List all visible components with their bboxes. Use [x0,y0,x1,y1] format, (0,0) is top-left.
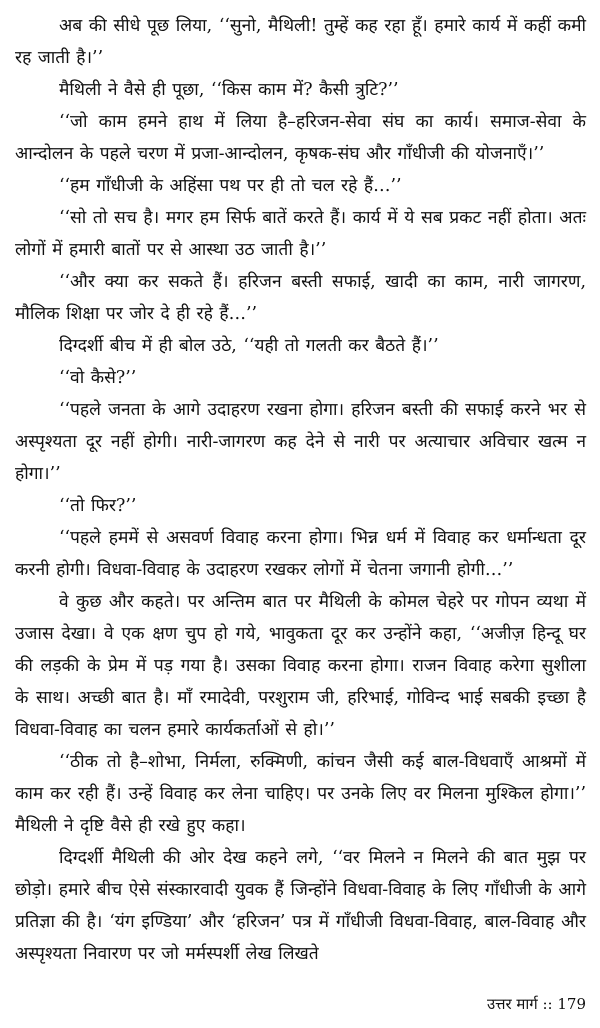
paragraph-2: मैथिली ने वैसे ही पूछा, ‘‘किस काम में? कैसी त्रुटि?’’ [59,80,399,100]
paragraph-11: ‘‘पहले हममें से असवर्ण विवाह करना होगा। भिन्न धर्म में विवाह कर धर्मान्धता दूर करनी होगी। विधवा-विवाह के उदाहरण रखकर लोगों में चेतना जगानी होगी…’’ [15,528,586,580]
page-body [15,10,586,970]
paragraph-5: ‘‘सो तो सच है। मगर हम सिर्फ बातें करते हैं। कार्य में ये सब प्रकट नहीं होता। अतः लोगों में हमारी बातों पर से आस्था उठ जाती है।’’ [15,208,586,260]
paragraph-1: अब की सीधे पूछ लिया, ‘‘सुनो, मैथिली! तुम्हें कह रहा हूँ। हमारे कार्य में कहीं कमी रह जाती है।’’ [15,16,586,68]
paragraph-3: ‘‘जो काम हमने हाथ में लिया है–हरिजन-सेवा संघ का कार्य। समाज-सेवा के आन्दोलन के पहले चरण में प्रजा-आन्दोलन, कृषक-संघ और गाँधीजी की योजनाएँ।’’ [15,112,586,164]
paragraph-4: ‘‘हम गाँधीजी के अहिंसा पथ पर ही तो चल रहे हैं…’’ [59,176,402,196]
paragraph-12: वे कुछ और कहते। पर अन्तिम बात पर मैथिली के कोमल चेहरे पर गोपन व्यथा में उजास देखा। वे एक क्षण चुप हो गये, भावुकता दूर कर उन्होंने कहा, ‘‘अजीज़ हिन्दू घर की लड़की के प्रेम में पड़ गया है। उसका विवाह करना होगा। राजन विवाह करेगा सुशीला के साथ। अच्छी बात है। माँ रमादेवी, परशुराम जी, हरिभाई, गोविन्द भाई सबकी इच्छा है विधवा-विवाह का चलन हमारे कार्यकर्ताओं से हो।’’ [15,592,586,740]
paragraph-9: ‘‘पहले जनता के आगे उदाहरण रखना होगा। हरिजन बस्ती की सफाई करने भर से अस्पृश्यता दूर नहीं होगी। नारी-जागरण कह देने से नारी पर अत्याचार अविचार खत्म न होगा।’’ [15,400,586,484]
paragraph-8: ‘‘वो कैसे?’’ [59,368,137,388]
paragraph-6: ‘‘और क्या कर सकते हैं। हरिजन बस्ती सफाई, खादी का काम, नारी जागरण, मौलिक शिक्षा पर जोर दे ही रहे हैं…’’ [15,272,586,324]
paragraph-13: ‘‘ठीक तो है–शोभा, निर्मला, रुक्मिणी, कांचन जैसी कई बाल-विधवाएँ आश्रमों में काम कर रही हैं। उन्हें विवाह कर लेना चाहिए। पर उनके लिए वर मिलना मुश्किल होगा।’’ मैथिली ने दृष्टि वैसे ही रखे हुए कहा। [15,752,586,836]
paragraph-10: ‘‘तो फिर?’’ [59,496,137,516]
paragraph-7: दिग्दर्शी बीच में ही बोल उठे, ‘‘यही तो गलती कर बैठते हैं।’’ [59,336,439,356]
page-footer: उत्तर मार्ग :: 179 [486,995,586,1013]
paragraph-14: दिग्दर्शी मैथिली की ओर देख कहने लगे, ‘‘वर मिलने न मिलने की बात मुझ पर छोड़ो। हमारे बीच ऐसे संस्कारवादी युवक हैं जिन्होंने विधवा-विवाह के लिए गाँधीजी के आगे प्रतिज्ञा की है। ‘यंग इण्डिया’ और ‘हरिजन’ पत्र में गाँधीजी विधवा-विवाह, बाल-विवाह और अस्पृश्यता निवारण पर जो मर्मस्पर्शी लेख लिखते [15,848,586,964]
